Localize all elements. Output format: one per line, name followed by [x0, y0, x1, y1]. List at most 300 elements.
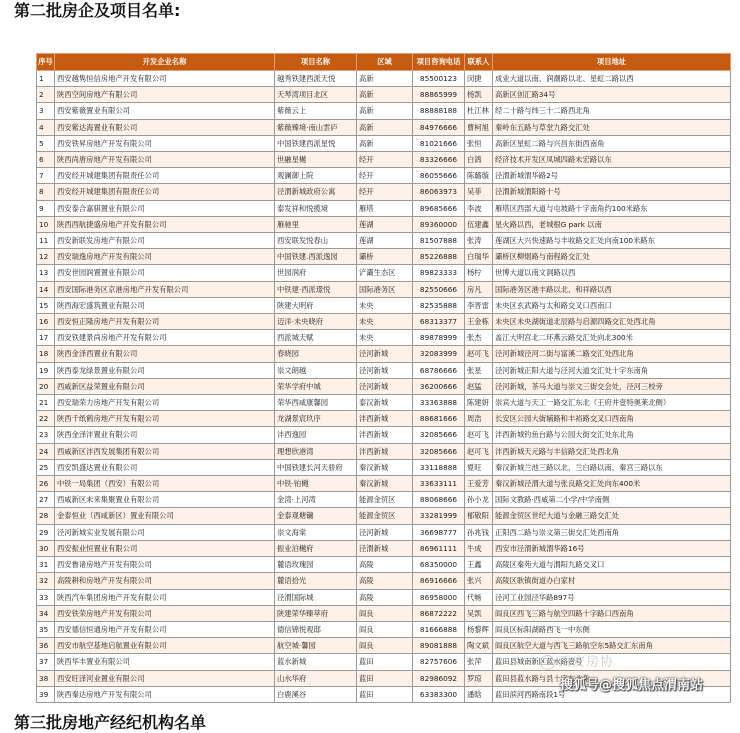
- cell-contact: 伍建鑫: [465, 216, 493, 232]
- cell-phone: 81507888: [413, 233, 465, 249]
- table-row: [37, 605, 731, 621]
- cell-project: 迈洋·未央晓府: [275, 314, 357, 330]
- cell-district: 泾渭新城: [357, 540, 413, 556]
- cell-district: 未央: [357, 297, 413, 313]
- cell-index: 37: [37, 654, 55, 670]
- cell-contact: 吴凯: [465, 605, 493, 621]
- table-row: [37, 427, 731, 443]
- cell-project: 陕建大明府: [275, 297, 357, 313]
- cell-project: 荣华学府中城: [275, 378, 357, 394]
- cell-contact: 杨柠: [465, 265, 493, 281]
- cell-index: 22: [37, 411, 55, 427]
- cell-address: 秦汉新城兰池三路以北、兰白路以南、秦宫三路以东: [493, 459, 731, 475]
- cell-contact: 王金栋: [465, 314, 493, 330]
- cell-developer: 西安鲁诸房地产开发有限公司: [55, 557, 275, 573]
- cell-project: 德信锦悦观邸: [275, 621, 357, 637]
- table-row: [37, 281, 731, 297]
- cell-district: 灞桥: [357, 249, 413, 265]
- cell-developer: 西安新联发房地产有限公司: [55, 233, 275, 249]
- cell-address: 高陵区耿镇街道办白家村: [493, 573, 731, 589]
- cell-address: 莲湖区大兴快速路与丰收路交汇处向南100米路东: [493, 233, 731, 249]
- cell-phone: 86961111: [413, 540, 465, 556]
- cell-developer: 陕西西航捷盛房地产开发有限公司: [55, 216, 275, 232]
- cell-project: 世融星樾: [275, 152, 357, 168]
- cell-district: 阎良: [357, 621, 413, 637]
- cell-developer: 陕西金泽西置业有限公司: [55, 346, 275, 362]
- cell-project: 崇文海棠: [275, 524, 357, 540]
- cell-district: 莲湖: [357, 233, 413, 249]
- cell-address: 长安区公园大街辅路和丰裕路交叉口西南角: [493, 411, 731, 427]
- cell-district: 能源金贸区: [357, 508, 413, 524]
- table-row: [37, 249, 731, 265]
- cell-address: 蓝田滨河西路南段1号: [493, 686, 731, 702]
- cell-district: 沣西新城: [357, 427, 413, 443]
- cell-index: 11: [37, 233, 55, 249]
- cell-index: 20: [37, 378, 55, 394]
- cell-phone: 36200666: [413, 378, 465, 394]
- cell-index: 4: [37, 119, 55, 135]
- cell-district: 莲湖: [357, 216, 413, 232]
- cell-contact: 陶文斌: [465, 638, 493, 654]
- cell-index: 9: [37, 200, 55, 216]
- cell-developer: 西安市航空基地启航置业有限公司: [55, 638, 275, 654]
- cell-district: 未央: [357, 330, 413, 346]
- cell-index: 7: [37, 168, 55, 184]
- cell-district: 秦汉新城: [357, 476, 413, 492]
- cell-district: 沣西新城: [357, 411, 413, 427]
- cell-project: 世园润府: [275, 265, 357, 281]
- cell-developer: 西咸新区沣西发展集团有限公司: [55, 443, 275, 459]
- column-header-phone: 项目咨询电话: [413, 54, 465, 71]
- cell-phone: 68313377: [413, 314, 465, 330]
- cell-index: 2: [37, 87, 55, 103]
- cell-developer: 金泰恒业（西咸新区）置业有限公司: [55, 508, 275, 524]
- cell-developer: 陕西尚唐房地产开发有限公司: [55, 152, 275, 168]
- cell-district: 高新: [357, 103, 413, 119]
- cell-contact: 闵捷: [465, 71, 493, 87]
- cell-project: 荣华西咸康馨园: [275, 395, 357, 411]
- cell-developer: 西安铁荣房地产开发有限公司: [55, 605, 275, 621]
- cell-contact: 曹柯旭: [465, 119, 493, 135]
- cell-phone: 88888188: [413, 103, 465, 119]
- cell-address: 西安市泾渭新城渭华路16号: [493, 540, 731, 556]
- cell-address: 能源金贸区世纪大道与金融三路交汇处: [493, 508, 731, 524]
- cell-developer: 西咸新区益荣置业有限公司: [55, 378, 275, 394]
- cell-address: 高新区星虹二路与兴昌东街西南角: [493, 135, 731, 151]
- cell-project: 泾渭新城政府公寓: [275, 184, 357, 200]
- cell-developer: 西安紫薇置业有限公司: [55, 103, 275, 119]
- cell-address: 正阳西二路与崇文第三街交汇处西南角: [493, 524, 731, 540]
- cell-contact: 李波: [465, 200, 493, 216]
- cell-developer: 西安铁建景尚房地产开发有限公司: [55, 330, 275, 346]
- cell-address: 泾河新城泾河二街与富溪二路交汇处西北角: [493, 346, 731, 362]
- cell-developer: 西安紫达海置业有限公司: [55, 119, 275, 135]
- cell-developer: 陕西空间房地产有限公司: [55, 87, 275, 103]
- column-header-developer: 开发企业名称: [55, 54, 275, 71]
- cell-developer: 中铁一局集团（西安）有限公司: [55, 476, 275, 492]
- table-row: [37, 378, 731, 394]
- cell-phone: 63383300: [413, 686, 465, 702]
- table-row: [37, 395, 731, 411]
- table-row: [37, 411, 731, 427]
- cell-contact: 周浩: [465, 411, 493, 427]
- table-header-row: [37, 54, 731, 71]
- cell-project: 西安联发悦春山: [275, 233, 357, 249]
- cell-district: 雁塔: [357, 200, 413, 216]
- table-row: [37, 492, 731, 508]
- cell-district: 高新: [357, 71, 413, 87]
- cell-project: 麓语玫瑰园: [275, 557, 357, 573]
- table-row: [37, 362, 731, 378]
- cell-index: 27: [37, 492, 55, 508]
- cell-index: 5: [37, 135, 55, 151]
- cell-phone: 32083999: [413, 346, 465, 362]
- cell-index: 24: [37, 443, 55, 459]
- cell-phone: 68350000: [413, 557, 465, 573]
- cell-district: 秦汉新城: [357, 459, 413, 475]
- cell-contact: 张涛: [465, 233, 493, 249]
- table-row: [37, 103, 731, 119]
- cell-address: 雁塔区西部大道与屯坡路十字南角约100米路东: [493, 200, 731, 216]
- cell-district: 泾河新城: [357, 524, 413, 540]
- cell-phone: 85226888: [413, 249, 465, 265]
- cell-developer: 西安经开城建集团有限责任公司: [55, 184, 275, 200]
- cell-developer: 泾河新城实业发展有限公司: [55, 524, 275, 540]
- table-row: [37, 200, 731, 216]
- cell-phone: 82757606: [413, 654, 465, 670]
- section-heading: 第二批房企及项目名单:: [14, 1, 181, 20]
- table-row: [37, 638, 731, 654]
- cell-contact: 张星: [465, 362, 493, 378]
- cell-address: 高新区创汇路34号: [493, 87, 731, 103]
- cell-address: 灞桥区柳烟路与南程路交汇处: [493, 249, 731, 265]
- cell-index: 6: [37, 152, 55, 168]
- cell-address: 秦汉新城泾渭大道与张良路交汇处向东400米: [493, 476, 731, 492]
- cell-contact: 陈璐璇: [465, 168, 493, 184]
- next-section-heading: 第三批房地产经纪机构名单: [14, 713, 207, 732]
- cell-index: 34: [37, 605, 55, 621]
- table-row: [37, 152, 731, 168]
- cell-district: 阎良: [357, 638, 413, 654]
- cell-address: 星火路以西，老城根G park 以南: [493, 216, 731, 232]
- cell-district: 高陵: [357, 573, 413, 589]
- cell-project: 西派城天赋: [275, 330, 357, 346]
- cell-phone: 81021666: [413, 135, 465, 151]
- cell-project: 麓语拾光: [275, 573, 357, 589]
- table-row: [37, 216, 731, 232]
- cell-contact: 潘晗: [465, 686, 493, 702]
- table-row: [37, 621, 731, 637]
- cell-district: 经开: [357, 184, 413, 200]
- cell-project: 越秀铁建西派天悦: [275, 71, 357, 87]
- cell-index: 3: [37, 103, 55, 119]
- cell-district: 沣西新城: [357, 443, 413, 459]
- cell-index: 15: [37, 297, 55, 313]
- table-row: [37, 508, 731, 524]
- cell-project: 山水华府: [275, 670, 357, 686]
- cell-address: 泾渭新城渭华路2号: [493, 168, 731, 184]
- cell-index: 1: [37, 71, 55, 87]
- cell-address: 崇宾大道与天工一路交汇东北（王府井壹特奥莱北侧）: [493, 395, 731, 411]
- cell-index: 30: [37, 540, 55, 556]
- cell-index: 28: [37, 508, 55, 524]
- cell-phone: 86055666: [413, 168, 465, 184]
- cell-contact: 赵可飞: [465, 427, 493, 443]
- cell-district: 阎良: [357, 605, 413, 621]
- cell-project: 陕建荣华臻萃府: [275, 605, 357, 621]
- table-row: [37, 71, 731, 87]
- cell-contact: 夏旺: [465, 459, 493, 475]
- cell-phone: 33633111: [413, 476, 465, 492]
- cell-phone: 82986092: [413, 670, 465, 686]
- cell-developer: 西安瑞逸房地产开发有限公司: [55, 249, 275, 265]
- cell-contact: 白鸽: [465, 152, 493, 168]
- cell-district: 未央: [357, 314, 413, 330]
- cell-district: 国际港务区: [357, 281, 413, 297]
- cell-district: 蓝田: [357, 670, 413, 686]
- cell-index: 36: [37, 638, 55, 654]
- cell-contact: 赵可飞: [465, 346, 493, 362]
- cell-developer: 西安振业恒置业有限公司: [55, 540, 275, 556]
- cell-contact: 张萍: [465, 654, 493, 670]
- cell-project: 振业泊樾府: [275, 540, 357, 556]
- cell-district: 浐灞生态区: [357, 265, 413, 281]
- cell-index: 25: [37, 459, 55, 475]
- cell-contact: 罗琼: [465, 670, 493, 686]
- table-row: [37, 476, 731, 492]
- cell-address: 盖江大明宫北二环燕云路交汇处向北300米: [493, 330, 731, 346]
- cell-contact: 杨黎辉: [465, 621, 493, 637]
- cell-project: 中铁建·西派璟悦: [275, 281, 357, 297]
- developer-project-table-container: [36, 53, 730, 703]
- cell-developer: 西安泰合嘉骐置业有限公司: [55, 200, 275, 216]
- cell-phone: 33281999: [413, 508, 465, 524]
- cell-district: 泾河新城: [357, 362, 413, 378]
- cell-address: 经济技术开发区凤城四路未宏路以东: [493, 152, 731, 168]
- cell-phone: 81666888: [413, 621, 465, 637]
- cell-index: 31: [37, 557, 55, 573]
- table-row: [37, 184, 731, 200]
- cell-contact: 张杰: [465, 330, 493, 346]
- table-row: [37, 168, 731, 184]
- cell-project: 金湾·上河湾: [275, 492, 357, 508]
- cell-developer: 陕西千纸鹤房地产开发有限公司: [55, 411, 275, 427]
- cell-phone: 86872222: [413, 605, 465, 621]
- cell-developer: 西咸新区未来集聚置业有限公司: [55, 492, 275, 508]
- cell-project: 白鹿溪谷: [275, 686, 357, 702]
- cell-address: 世博大道以南文洞路以西: [493, 265, 731, 281]
- cell-contact: 吴菲: [465, 184, 493, 200]
- cell-project: 泾渭国际城: [275, 589, 357, 605]
- cell-developer: 陕西金泽沣置业有限公司: [55, 427, 275, 443]
- column-header-project: 项目名称: [275, 54, 357, 71]
- cell-project: 中铁·铂樾: [275, 476, 357, 492]
- cell-project: 理想欣港湾: [275, 443, 357, 459]
- cell-developer: 西安国际港务区京港房地产开发有限公司: [55, 281, 275, 297]
- table-row: [37, 297, 731, 313]
- column-header-index: 序号: [37, 54, 55, 71]
- developer-project-table: [36, 53, 731, 703]
- cell-developer: 西安德信恒通房地产开发有限公司: [55, 621, 275, 637]
- table-row: [37, 346, 731, 362]
- cell-address: 经二十路与纬三十二路西北角: [493, 103, 731, 119]
- table-body: [37, 71, 731, 703]
- cell-phone: 89823333: [413, 265, 465, 281]
- cell-address: 泾渭新城渭阳路十号: [493, 184, 731, 200]
- cell-index: 19: [37, 362, 55, 378]
- cell-address: 沣西新城天元路与丰信路交汇处西北角: [493, 443, 731, 459]
- cell-index: 17: [37, 330, 55, 346]
- cell-contact: 孙小龙: [465, 492, 493, 508]
- cell-phone: 89685666: [413, 200, 465, 216]
- table-row: [37, 540, 731, 556]
- column-header-address: 项目地址: [493, 54, 731, 71]
- cell-contact: 代畅: [465, 589, 493, 605]
- cell-project: 紫薇云上: [275, 103, 357, 119]
- cell-project: 蓝水新城: [275, 654, 357, 670]
- cell-index: 23: [37, 427, 55, 443]
- cell-address: 未央区未央湖街道北辰路与启源四路交汇处西北角: [493, 314, 731, 330]
- column-header-district: 区域: [357, 54, 413, 71]
- cell-address: 国际港务区港丰路以北、和祥路以西: [493, 281, 731, 297]
- cell-index: 12: [37, 249, 55, 265]
- cell-phone: 36698777: [413, 524, 465, 540]
- cell-contact: 赵可飞: [465, 443, 493, 459]
- cell-developer: 陕西海宏盛筑置业有限公司: [55, 297, 275, 313]
- cell-district: 泾河新城: [357, 378, 413, 394]
- cell-contact: 赵猛: [465, 378, 493, 394]
- cell-phone: 32085666: [413, 443, 465, 459]
- cell-contact: 郁敬阳: [465, 508, 493, 524]
- cell-phone: 85500123: [413, 71, 465, 87]
- cell-phone: 86958000: [413, 589, 465, 605]
- cell-address: 泾河新城，茶马大道与崇文三街交会处，泾河三校旁: [493, 378, 731, 394]
- cell-developer: 西安越隽恒信房地产开发有限公司: [55, 71, 275, 87]
- cell-contact: 孙兆钱: [465, 524, 493, 540]
- cell-project: 崇文朗越: [275, 362, 357, 378]
- cell-index: 16: [37, 314, 55, 330]
- watermark-site: 搜狐号@搜狐焦点渭南站: [560, 678, 704, 693]
- cell-project: 紫薇臻境·南山雲庐: [275, 119, 357, 135]
- table-row: [37, 135, 731, 151]
- cell-phone: 32085666: [413, 427, 465, 443]
- table-row: [37, 557, 731, 573]
- table-row: [37, 443, 731, 459]
- cell-address: 沣西新城钓鱼台路与公园大街交汇处东北角: [493, 427, 731, 443]
- table-row: [37, 314, 731, 330]
- cell-project: 中国铁建长河天骄府: [275, 459, 357, 475]
- cell-phone: 33363888: [413, 395, 465, 411]
- cell-contact: 王爱芳: [465, 476, 493, 492]
- cell-contact: 白瑞华: [465, 249, 493, 265]
- cell-phone: 88681666: [413, 411, 465, 427]
- cell-project: 沣西逸园: [275, 427, 357, 443]
- table-row: [37, 119, 731, 135]
- cell-index: 29: [37, 524, 55, 540]
- cell-address: 高陵区秦苑大道与渭阳九路交叉口: [493, 557, 731, 573]
- cell-index: 39: [37, 686, 55, 702]
- cell-address: 未央区玄武路与太和路交叉口西南口: [493, 297, 731, 313]
- cell-address: 成业大道以南、润潮路以北、星虹二路以西: [493, 71, 731, 87]
- cell-contact: 王鑫: [465, 557, 493, 573]
- cell-project: 中国铁建.西派逸园: [275, 249, 357, 265]
- cell-phone: 89081888: [413, 638, 465, 654]
- cell-contact: 张兴: [465, 573, 493, 589]
- cell-district: 经开: [357, 168, 413, 184]
- cell-contact: 房凡: [465, 281, 493, 297]
- cell-phone: 82535888: [413, 297, 465, 313]
- watermark-association: [540, 651, 614, 670]
- cell-developer: 陕西华丰置业有限公司: [55, 654, 275, 670]
- cell-district: 泰汉新城: [357, 395, 413, 411]
- cell-project: 泰发祥和悦揽境: [275, 200, 357, 216]
- cell-project: 雁驰里: [275, 216, 357, 232]
- table-row: [37, 573, 731, 589]
- cell-district: 能源金贸区: [357, 492, 413, 508]
- cell-index: 33: [37, 589, 55, 605]
- cell-index: 13: [37, 265, 55, 281]
- cell-district: 高陵: [357, 589, 413, 605]
- cell-contact: 杨凯: [465, 87, 493, 103]
- cell-project: 航空城·馨园: [275, 638, 357, 654]
- table-row: [37, 589, 731, 605]
- cell-district: 泾河新城: [357, 346, 413, 362]
- cell-project: 天琴湾项目北区: [275, 87, 357, 103]
- cell-developer: 西安经开城建集团有限责任公司: [55, 168, 275, 184]
- cell-index: 14: [37, 281, 55, 297]
- cell-phone: 89878999: [413, 330, 465, 346]
- cell-project: 春晓园: [275, 346, 357, 362]
- table-row: [37, 459, 731, 475]
- table-row: [37, 654, 731, 670]
- cell-district: 蓝田: [357, 686, 413, 702]
- cell-phone: 89360000: [413, 216, 465, 232]
- cell-project: 金泰观塘镛: [275, 508, 357, 524]
- cell-index: 8: [37, 184, 55, 200]
- cell-address: 泾河新城正阳大道与泾河大道交汇处十字东南角: [493, 362, 731, 378]
- cell-developer: 陕西秦达房地产开发有限公司: [55, 686, 275, 702]
- table-row: [37, 265, 731, 281]
- cell-index: 38: [37, 670, 55, 686]
- cell-district: 高新: [357, 119, 413, 135]
- cell-contact: 李晋雷: [465, 297, 493, 313]
- cell-developer: 西安恒正隆房地产开发有限公司: [55, 314, 275, 330]
- table-row: [37, 524, 731, 540]
- cell-project: 观澜御上院: [275, 168, 357, 184]
- cell-address: 蓝田县蓝水路与县十字东北角: [493, 670, 731, 686]
- cell-address: 泾河工业园泾华路897号: [493, 589, 731, 605]
- cell-address: 阎良区西飞三路与航空四路十字路口西南角: [493, 605, 731, 621]
- cell-phone: 88068666: [413, 492, 465, 508]
- cell-developer: 西安世园润置置业有限公司: [55, 265, 275, 281]
- cell-project: 龙湖景宸玖序: [275, 411, 357, 427]
- cell-phone: 82550666: [413, 281, 465, 297]
- table-row: [37, 87, 731, 103]
- cell-district: 高新: [357, 87, 413, 103]
- cell-index: 21: [37, 395, 55, 411]
- column-header-contact: 联系人: [465, 54, 493, 71]
- cell-address: 秦岭东五路与草堂九路交汇处: [493, 119, 731, 135]
- cell-index: 32: [37, 573, 55, 589]
- cell-developer: 陕西泰龙绿景置业有限公司: [55, 362, 275, 378]
- cell-developer: 西安瑞荣力房地产开发有限公司: [55, 395, 275, 411]
- association-logo-icon: [540, 655, 555, 670]
- cell-developer: 高陵耕和房地产开发有限公司: [55, 573, 275, 589]
- cell-phone: 33118888: [413, 459, 465, 475]
- cell-contact: 牛成: [465, 540, 493, 556]
- cell-district: 高新: [357, 135, 413, 151]
- cell-index: 10: [37, 216, 55, 232]
